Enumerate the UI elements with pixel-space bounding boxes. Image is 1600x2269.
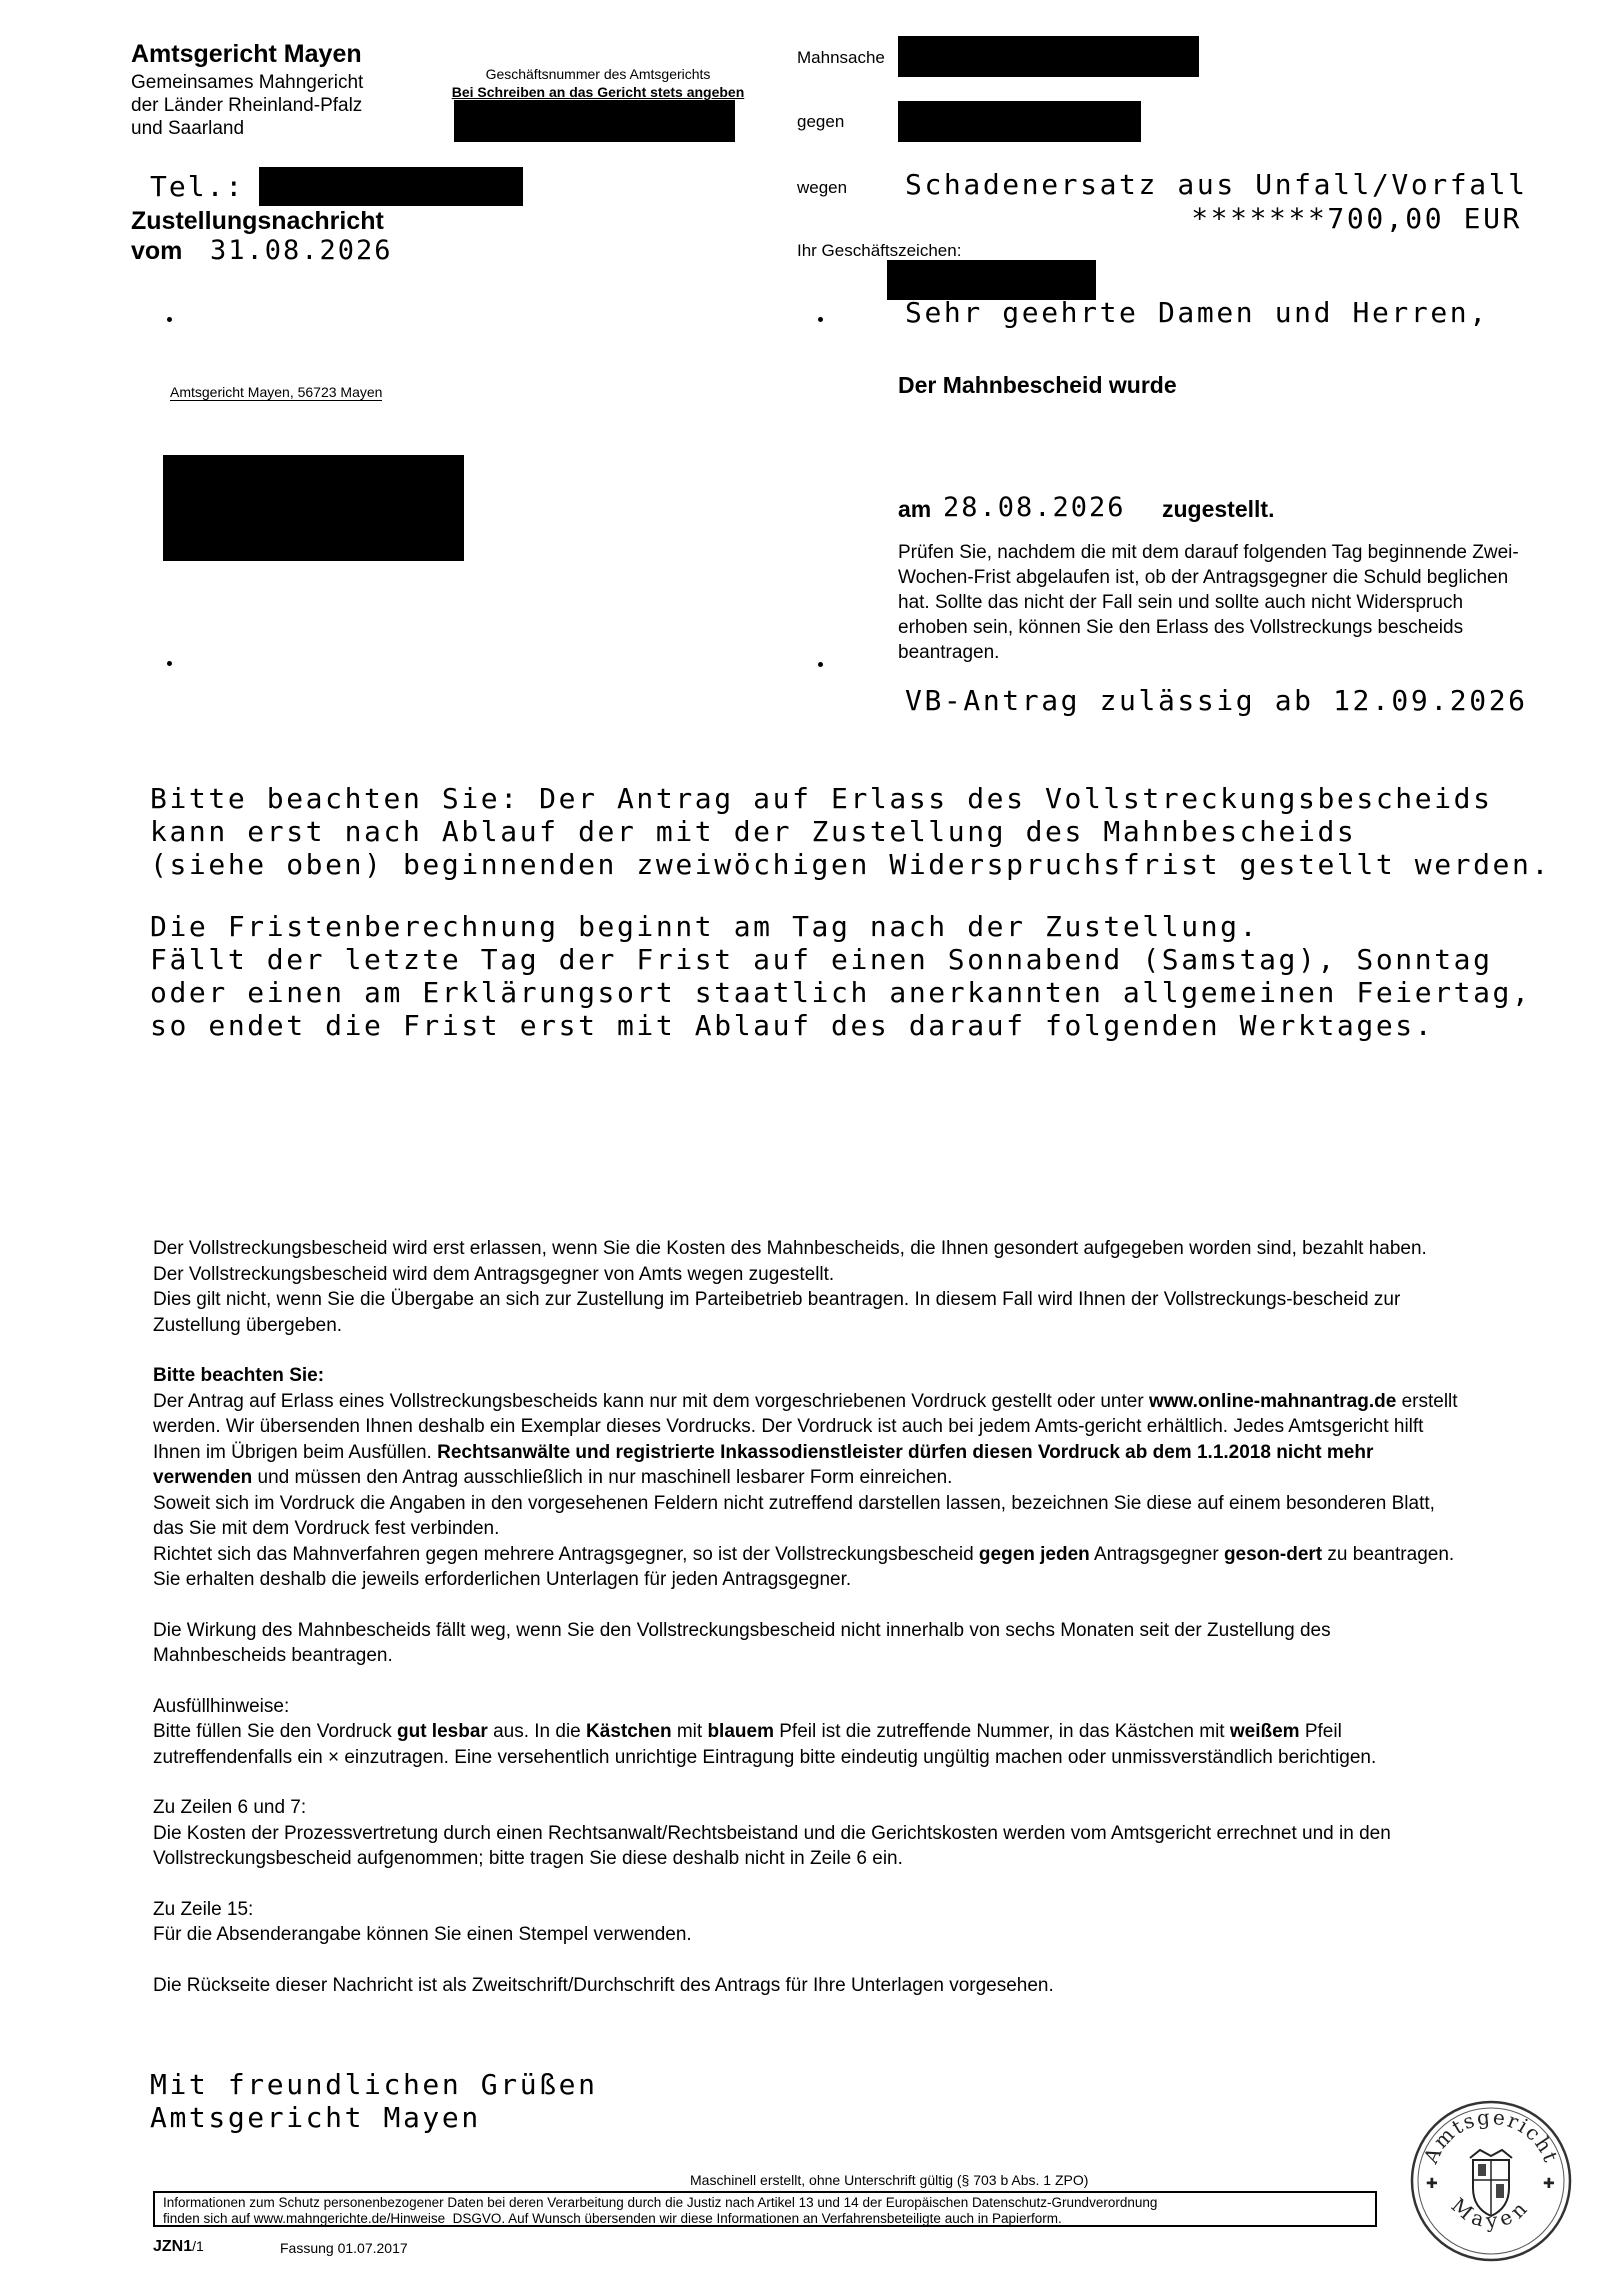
emphasis: geson-dert xyxy=(1223,1543,1323,1565)
online-url: www.online-mahnantrag.de xyxy=(1148,1390,1397,1412)
served-suffix: zugestellt. xyxy=(1162,496,1275,522)
matter-label: Mahnsache xyxy=(797,48,885,67)
document-date: 31.08.2026 xyxy=(210,235,393,266)
file-number-label: Geschäftsnummer des Amtsgerichts xyxy=(485,66,711,82)
emphasis: Kästchen xyxy=(586,1721,672,1742)
notice-line: Bitte beachten Sie: Der Antrag auf Erlass des Vollstreckungsbescheids xyxy=(150,782,1493,815)
closing-greeting: Mit freundlichen Grüßen xyxy=(150,2068,598,2101)
text: Richtet sich das Mahnverfahren gegen mehrere Antragsgegner, so ist der Vollstreckungsbescheid xyxy=(153,1543,979,1565)
court-subtitle-line: und Saarland xyxy=(131,118,245,139)
court-seal-graphic xyxy=(1408,2098,1574,2264)
text: mit xyxy=(671,1721,708,1742)
text: Antragsgegner xyxy=(1089,1543,1224,1565)
regarding-label: wegen xyxy=(797,178,848,197)
info-line xyxy=(153,1542,1465,1593)
info-line: Die Kosten der Prozessvertretung durch einen Rechtsanwalt/Rechtsbeistand und die Gerichtskosten werden vom Amtsgericht errechnet und in den Vollstreckungsbescheid aufgenommen; bitte tragen Sie diese deshalb nicht in Zeile 6 ein. xyxy=(153,1822,1391,1869)
redacted-matter xyxy=(898,36,1199,77)
info-paragraph xyxy=(153,1795,1465,1872)
closing-signature: Amtsgericht Mayen xyxy=(150,2101,481,2134)
reference-label: Ihr Geschäftszeichen: xyxy=(797,241,962,260)
vb-permitted-date: VB-Antrag zulässig ab 12.09.2026 xyxy=(905,684,1528,717)
info-line: Für die Absenderangabe können Sie einen Stempel verwenden. xyxy=(153,1924,692,1945)
info-line: Der Vollstreckungsbescheid wird dem Antragsgegner von Amts wegen zugestellt. xyxy=(153,1263,835,1285)
check-instructions: Prüfen Sie, nachdem die mit dem darauf folgenden Tag beginnende Zwei-Wochen-Frist abgelaufen ist, ob der Antragsgegner die Schuld beglichen hat. Sollte das nicht der Fall sein und sollte auch nicht Widerspruch erhoben sein, können Sie den Erlass des Vollstreckungs bescheids beantragen. xyxy=(898,542,1519,663)
info-paragraph xyxy=(153,1236,1465,1338)
privacy-notice-box xyxy=(153,2191,1377,2227)
notice-line: Fällt der letzte Tag der Frist auf einen Sonnabend (Samstag), Sonntag xyxy=(150,943,1493,976)
form-code xyxy=(153,2238,204,2256)
info-heading: Zu Zeile 15: xyxy=(153,1898,254,1920)
claim-amount: *******700,00 EUR xyxy=(1191,202,1522,235)
redacted-debtor xyxy=(898,101,1141,142)
deadline-calculation xyxy=(150,910,1531,1042)
form-code-id: JZN1 xyxy=(153,2238,193,2255)
info-heading: Zu Zeilen 6 und 7: xyxy=(153,1797,307,1818)
info-paragraph xyxy=(153,1363,1465,1593)
svg-text:Amtsgericht: Amtsgericht xyxy=(1418,2104,1564,2167)
date-label: vom xyxy=(131,237,183,265)
svg-text:Mayen: Mayen xyxy=(1446,2192,1535,2233)
redacted-phone xyxy=(259,167,523,206)
fold-mark xyxy=(167,661,172,666)
info-line: Soweit sich im Vordruck die Angaben in den vorgesehenen Feldern nicht zutreffend darstellen lassen, bezeichnen Sie diese auf einem besonderen Blatt, das Sie mit dem Vordruck fest verbinden. xyxy=(153,1492,1435,1539)
info-paragraph xyxy=(153,1694,1465,1771)
info-line xyxy=(153,1389,1465,1491)
information-body xyxy=(153,1236,1465,1998)
salutation: Sehr geehrte Damen und Herren, xyxy=(905,296,1489,329)
text: aus. In die xyxy=(487,1721,587,1742)
served-on-label: am xyxy=(898,496,932,522)
redacted-file-number xyxy=(454,100,735,142)
emphasis: Rechtsanwälte und registrierte Inkassodienstleister dürfen diesen Vordruck ab dem 1.1.2018 nicht mehr verwenden xyxy=(153,1441,1374,1488)
notice-line: oder einen am Erklärungsort staatlich anerkannten allgemeinen Feiertag, xyxy=(150,976,1532,1009)
tel-label: Tel.: xyxy=(150,170,245,203)
court-subtitle xyxy=(131,71,363,140)
court-subtitle-line: der Länder Rheinland-Pfalz xyxy=(131,95,363,116)
emphasis: gegen jeden xyxy=(978,1543,1090,1565)
svg-text:✚: ✚ xyxy=(1543,2176,1555,2192)
text: zu beantragen. Sie erhalten deshalb die jeweils erforderlichen Unterlagen für jeden Antragsgegner. xyxy=(153,1543,1455,1590)
text: Der Antrag auf Erlass eines Vollstreckungsbescheids kann nur mit dem vorgeschriebenen Vordruck gestellt oder unter xyxy=(153,1390,1149,1412)
info-paragraph: Die Rückseite dieser Nachricht ist als Zweitschrift/Durchschrift des Antrags für Ihre Unterlagen vorgesehen. xyxy=(153,1974,1054,1996)
info-line xyxy=(153,1719,1465,1770)
redacted-reference xyxy=(887,260,1096,300)
notice-line: so endet die Frist erst mit Ablauf des darauf folgenden Werktages. xyxy=(150,1009,1435,1042)
court-name: Amtsgericht Mayen xyxy=(131,40,362,68)
served-date: 28.08.2026 xyxy=(943,492,1126,523)
return-address: Amtsgericht Mayen, 56723 Mayen xyxy=(170,384,383,400)
emphasis: weißem xyxy=(1229,1721,1300,1742)
notice-line: Die Fristenberechnung beginnt am Tag nach der Zustellung. xyxy=(150,910,1260,943)
document-title: Zustellungsnachricht xyxy=(131,207,384,235)
info-line: Der Vollstreckungsbescheid wird erst erlassen, wenn Sie die Kosten des Mahnbescheids, die Ihnen gesondert aufgegeben worden sind, bezahlt haben. xyxy=(153,1238,1427,1259)
privacy-line: finden sich auf www.mahngerichte.de/Hinweise_DSGVO. Auf Wunsch übersenden wir diese Informationen an Verfahrensbeteiligte auch in Papierform. xyxy=(163,2211,1062,2226)
fold-mark xyxy=(818,317,823,322)
privacy-line: Informationen zum Schutz personenbezogener Daten bei deren Verarbeitung durch die Justiz nach Artikel 13 und 14 der Europäischen Datenschutz-Grundverordnung xyxy=(163,2195,1158,2210)
info-heading: Ausfüllhinweise: xyxy=(153,1695,290,1717)
file-number-hint: Bei Schreiben an das Gericht stets angeben xyxy=(451,84,745,100)
machine-note: Maschinell erstellt, ohne Unterschrift gültig (§ 703 b Abs. 1 ZPO) xyxy=(690,2172,1089,2188)
emphasis: blauem xyxy=(707,1721,774,1742)
court-seal xyxy=(1408,2098,1574,2264)
against-label: gegen xyxy=(797,112,845,131)
info-paragraph: Die Wirkung des Mahnbescheids fällt weg, wenn Sie den Vollstreckungsbescheid nicht innerhalb von sechs Monaten seit der Zustellung des Mahnbescheids beantragen. xyxy=(153,1619,1331,1666)
closing-block xyxy=(150,2068,598,2134)
notice-line: (siehe oben) beginnenden zweiwöchigen Widerspruchsfrist gestellt werden. xyxy=(150,848,1551,881)
notice-title: Der Mahnbescheid wurde xyxy=(898,372,1177,398)
fold-mark xyxy=(167,317,172,322)
text: erstellt werden. Wir übersenden Ihnen deshalb ein Exemplar dieses Vordrucks. Der Vordruck ist auch bei jedem Amts-gericht erhältlich. Jedes Amtsgericht hilft Ihnen im Übrigen beim Ausfüllen. xyxy=(153,1390,1458,1463)
svg-text:✚: ✚ xyxy=(1426,2176,1438,2192)
info-heading: Bitte beachten Sie: xyxy=(153,1365,325,1386)
court-subtitle-line: Gemeinsames Mahngericht xyxy=(131,72,364,93)
text: und müssen den Antrag ausschließlich in nur maschinell lesbarer Form einreichen. xyxy=(252,1467,953,1488)
emphasis: gut lesbar xyxy=(396,1721,488,1742)
info-line: Dies gilt nicht, wenn Sie die Übergabe an sich zur Zustellung im Parteibetrieb beantragen. In diesem Fall wird Ihnen der Vollstreckungs-bescheid zur Zustellung übergeben. xyxy=(153,1289,1401,1336)
fold-mark xyxy=(818,662,823,667)
text: Bitte füllen Sie den Vordruck xyxy=(153,1721,397,1742)
form-version: Fassung 01.07.2017 xyxy=(280,2240,408,2256)
deadline-notice xyxy=(150,782,1551,881)
text: Pfeil zutreffendenfalls ein × einzutragen. Eine versehentlich unrichtige Eintragung bitte eindeutig ungültig machen oder unmissverständlich berichtigen. xyxy=(153,1721,1377,1768)
text: Pfeil ist die zutreffende Nummer, in das Kästchen mit xyxy=(773,1721,1230,1742)
redacted-recipient-address xyxy=(163,455,464,561)
notice-line: kann erst nach Ablauf der mit der Zustellung des Mahnbescheids xyxy=(150,815,1357,848)
claim-reason: Schadenersatz aus Unfall/Vorfall xyxy=(905,168,1528,201)
form-page: /1 xyxy=(192,2238,204,2254)
info-paragraph xyxy=(153,1897,1465,1948)
